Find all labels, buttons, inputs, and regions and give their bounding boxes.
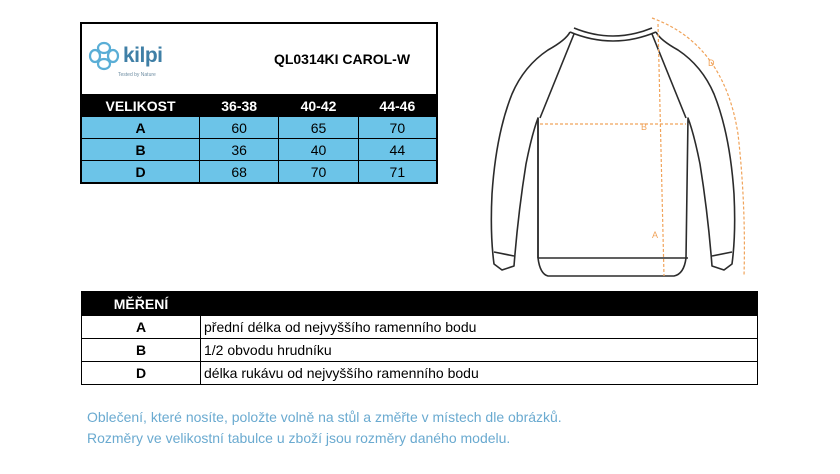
measurement-key: D	[82, 362, 201, 384]
row-key: A	[82, 117, 200, 138]
size-row	[82, 139, 436, 161]
brand-tagline: Tested by Nature	[118, 71, 156, 78]
brand-name: kilpi	[123, 43, 163, 67]
brand-logo	[82, 24, 238, 94]
size-value: 36	[200, 139, 279, 160]
label-d: D	[708, 58, 715, 68]
size-value: 68	[200, 161, 279, 182]
size-header-row	[82, 95, 436, 117]
size-value: 40	[279, 139, 358, 160]
garment-diagram	[488, 14, 758, 284]
label-b: B	[641, 122, 648, 132]
measurement-row	[82, 339, 757, 362]
size-col-header: 40-42	[279, 95, 358, 116]
size-table	[80, 22, 438, 184]
measurement-title: MĚŘENÍ	[113, 295, 169, 312]
footer-note	[87, 407, 562, 449]
measure-d-line	[652, 18, 744, 276]
size-row	[82, 117, 436, 139]
footer-line-2: Rozměry ve velikostní tabulce u zboží jsou rozměry daného modelu.	[87, 430, 511, 446]
measurement-key: A	[82, 316, 201, 338]
kilpi-knot-icon	[88, 41, 120, 71]
sweater-outline	[491, 32, 734, 276]
size-value: 71	[389, 163, 406, 180]
size-header-label: VELIKOST	[82, 95, 200, 116]
size-value: 65	[279, 117, 358, 138]
measurement-desc: přední délka od nejvyššího ramenního bodu	[204, 319, 477, 335]
footer-line-1: Oblečení, které nosíte, položte volně na stůl a změřte v místech dle obrázků.	[87, 409, 562, 425]
size-value: 70	[279, 161, 358, 182]
row-key: B	[82, 139, 200, 160]
row-key: D	[82, 161, 200, 182]
size-col-header: 36-38	[200, 95, 279, 116]
size-table-header	[82, 24, 436, 95]
measurement-table	[81, 291, 758, 385]
measurement-row	[82, 362, 757, 384]
size-value: 60	[200, 117, 279, 138]
size-value: 44	[389, 141, 406, 158]
measurement-header-row	[82, 292, 757, 316]
measurement-row	[82, 316, 757, 339]
model-title: QL0314KI CAROL-W	[273, 51, 411, 67]
size-col-header: 44-46	[379, 97, 416, 114]
size-row	[82, 161, 436, 182]
measurement-desc: délka rukávu od nejvyššího ramenního bodu	[204, 365, 479, 381]
measurement-desc: 1/2 obvodu hrudníku	[204, 342, 332, 358]
label-a: A	[652, 230, 659, 240]
measurement-key: B	[82, 339, 201, 361]
size-value: 70	[389, 119, 406, 136]
